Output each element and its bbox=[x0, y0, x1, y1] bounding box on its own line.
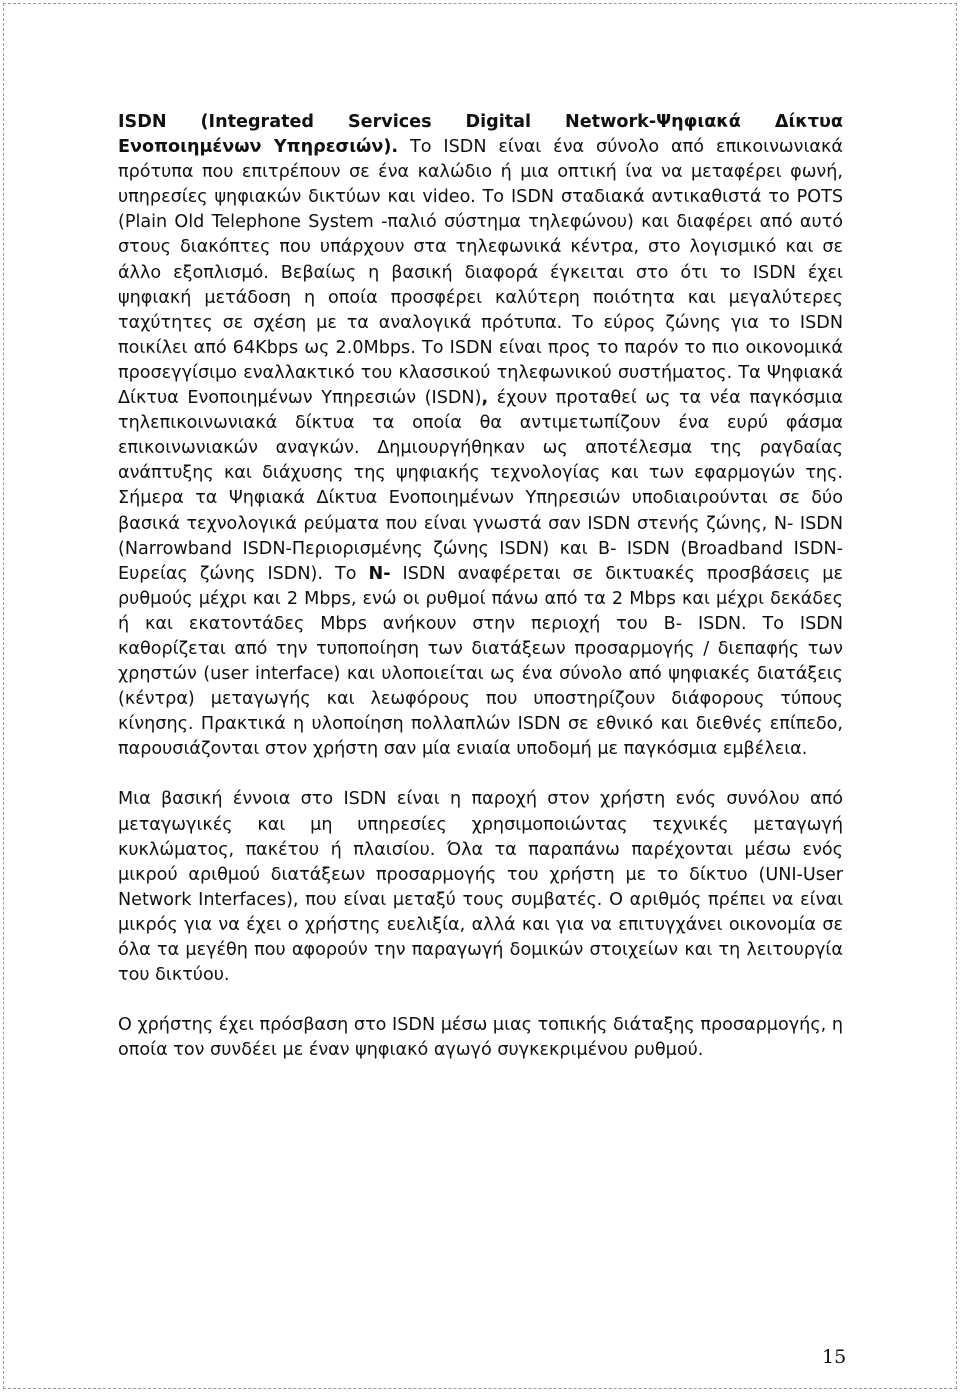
page-number: 15 bbox=[822, 1346, 847, 1368]
bold-n-prefix: Ν- bbox=[368, 563, 391, 584]
paragraph-text: ISDN αναφέρεται σε δικτυακές προσβάσεις με ρυθμούς μέχρι και 2 Mbps, ενώ οι ρυθμοί πάνω από τα 2 Mbps και μέχρι δεκάδες ή και εκατοντάδες Mbps ανήκουν στην περιοχή του Β- ISDN. Το ISDN καθορίζεται από την τυποποίηση των διατάξεων προσαρμογής / διεπαφής των χρηστών (user interface) και υλοποιείται ως ένα σύνολο από ψηφιακές διατάξεις (κέντρα) μεταγωγής και λεωφόρους που υποστηρίζουν διάφορους τύπους κίνησης. Πρακτικά η υλοποίηση πολλαπλών ISDN σε εθνικό και διεθνές επίπεδο, παρουσιάζονται στον χρήστη σαν μία ενιαία υποδομή με παγκόσμια εμβέλεια. bbox=[118, 563, 843, 760]
document-body bbox=[118, 110, 843, 1088]
paragraph-user-access: Ο χρήστης έχει πρόσβαση στο ISDN μέσω μιας τοπικής διάταξης προσαρμογής, η οποία τον συνδέει με έναν ψηφιακό αγωγό συγκεκριμένου ρυθμού. bbox=[118, 1015, 843, 1061]
paragraph-isdn-definition bbox=[118, 110, 843, 762]
paragraph-isdn-services: Μια βασική έννοια στο ISDN είναι η παροχή στον χρήστη ενός συνόλου από μεταγωγικές και μη υπηρεσίες χρησιμοποιώντας τεχνικές μεταγωγή κυκλώματος, πακέτου ή πλαισίου. Όλα τα παραπάνω παρέχονται μέσω ενός μικρού αριθμού διατάξεων προσαρμογής του χρήστη με το δίκτυο (UNI-User Network Interfaces), που είναι μεταξύ τους συμβατές. Ο αριθμός πρέπει να είναι μικρός για να έχει ο χρήστης ευελιξία, αλλά και για να επιτυγχάνει οικονομία σε όλα τα μεγέθη που αφορούν την παραγωγή δομικών στοιχείων και τη λειτουργία του δικτύου. bbox=[118, 789, 843, 986]
paragraph-text: έχουν προταθεί ως τα νέα παγκόσμια τηλεπικοινωνιακά δίκτυα τα οποία θα αντιμετωπίζουν ένα ευρύ φάσμα επικοινωνιακών αναγκών. Δημιουργήθηκαν ως αποτέλεσμα της ραγδαίας ανάπτυξης και διάχυσης της ψηφιακής τεχνολογίας και των εφαρμογών της. Σήμερα τα Ψηφιακά Δίκτυα Ενοποιημένων Υπηρεσιών υποδιαιρούνται σε δύο βασικά τεχνολογικά ρεύματα που είναι γνωστά σαν ISDN στενής ζώνης, Ν- ISDN (Narrowband ISDN-Περιορισμένης ζώνης ISDN) και Β- ISDN (Broadband ISDN- Ευρείας ζώνης ISDN). Το bbox=[118, 388, 843, 584]
paragraph-text: Το ISDN είναι ένα σύνολο από επικοινωνιακά πρότυπα που επιτρέπουν σε ένα καλώδιο ή μια οπτική ίνα να μεταφέρει φωνή, υπηρεσίες ψηφιακών δικτύων και video. Το ISDN σταδιακά αντικαθιστά το POTS (Plain Old Telephone System -παλιό σύστημα τηλεφώνου) και διαφέρει από αυτό στους διακόπτες που υπάρχουν στα τηλεφωνικά κέντρα, στο λογισμικό και σε άλλο εξοπλισμό. Βεβαίως η βασική διαφορά έγκειται στο ότι το ISDN έχει ψηφιακή μετάδοση η οποία προσφέρει καλύτερη ποιότητα και μεγαλύτερες ταχύτητες σε σχέση με τα αναλογικά πρότυπα. Το εύρος ζώνης για το ISDN ποικίλει από 64Kbps ως 2.0Mbps. Το ISDN είναι προς το παρόν το πιο οικονομικά προσεγγίσιμο εναλλακτικό του κλασσικού τηλεφωνικού συστήματος. Τα Ψηφιακά Δίκτυα Ενοποιημένων Υπηρεσιών (ISDN) bbox=[118, 137, 843, 409]
bold-comma: , bbox=[481, 388, 489, 409]
heading-isdn: ISDN (Integrated Services Digital Network-Ψηφιακά Δίκτυα Ενοποιημένων Υπηρεσιών). bbox=[118, 112, 843, 158]
